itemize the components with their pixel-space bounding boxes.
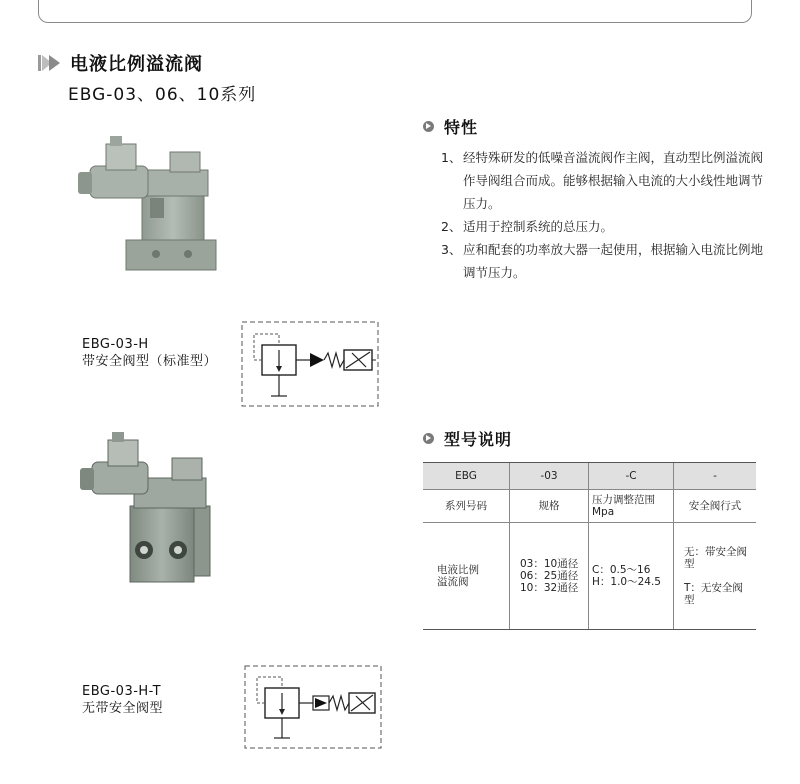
feature-number: 1、 [441,150,462,165]
feature-item [441,238,771,284]
size-cell [510,523,589,630]
feature-number: 2、 [441,219,462,234]
model-label-ht [82,683,163,717]
table-row [423,523,756,630]
product-photo-ebg-03-h [70,130,220,275]
feature-item [441,215,771,238]
cell-line: 无：带安全阀型 [684,546,747,570]
feature-text: 适用于控制系统的总压力。 [463,219,614,234]
model-label-h [82,336,217,370]
header-cell: -03 [510,463,589,490]
feature-number: 3、 [441,242,462,257]
bullet-icon [423,433,434,444]
page-title: 电液比例溢流阀 [70,54,203,75]
subheader-cell [589,490,674,523]
hydraulic-symbol-without-safety [243,664,383,750]
pressure-cell [589,523,674,630]
table-subheader-row [423,490,756,523]
page-subtitle: EBG-03、06、10系列 [68,85,257,105]
model-title: 型号说明 [444,430,513,449]
table-header-row [423,463,756,490]
top-frame [38,0,752,23]
model-code-table [423,462,756,630]
product-photo-ebg-03-h-t [74,432,224,584]
cell-line: T：无安全阀型 [684,582,743,606]
feature-item [441,146,771,215]
pressure-unit: Mpa [592,506,615,518]
bullet-icon [423,121,434,132]
features-heading [423,115,478,138]
cell-line: 10：32通径 [520,582,579,594]
cell-line: C：0.5～16 [592,564,651,576]
title-block [38,50,257,105]
model-code: EBG-03-H-T [82,684,162,699]
cell-line: 06：25通径 [520,570,579,582]
header-cell: EBG [423,463,510,490]
double-arrow-icon [38,53,62,73]
model-code: EBG-03-H [82,337,149,352]
pressure-range-label: 压力调整范围 [592,494,655,506]
hydraulic-symbol-with-safety [240,320,380,408]
subheader-cell: 安全阀行式 [674,490,757,523]
cell-line: 溢流阀 [437,576,469,588]
features-list [441,146,771,284]
subheader-cell: 规格 [510,490,589,523]
cell-line: 03：10通径 [520,558,579,570]
header-cell: -C [589,463,674,490]
cell-line: 电液比例 [437,564,479,576]
series-cell [423,523,510,630]
model-heading [423,427,512,450]
feature-text: 应和配套的功率放大器一起使用，根据输入电流比例地调节压力。 [463,242,764,280]
safety-cell [674,523,757,630]
model-desc: 带安全阀型（标准型） [82,354,218,369]
features-title: 特性 [444,118,479,137]
subheader-cell: 系列号码 [423,490,510,523]
feature-text: 经特殊研发的低噪音溢流阀作主阀，直动型比例溢流阀作导阀组合而成。能够根据输入电流的大小线性地调节压力。 [463,150,764,211]
model-desc: 无带安全阀型 [82,701,164,716]
cell-line: H：1.0～24.5 [592,576,661,588]
header-cell: - [674,463,757,490]
